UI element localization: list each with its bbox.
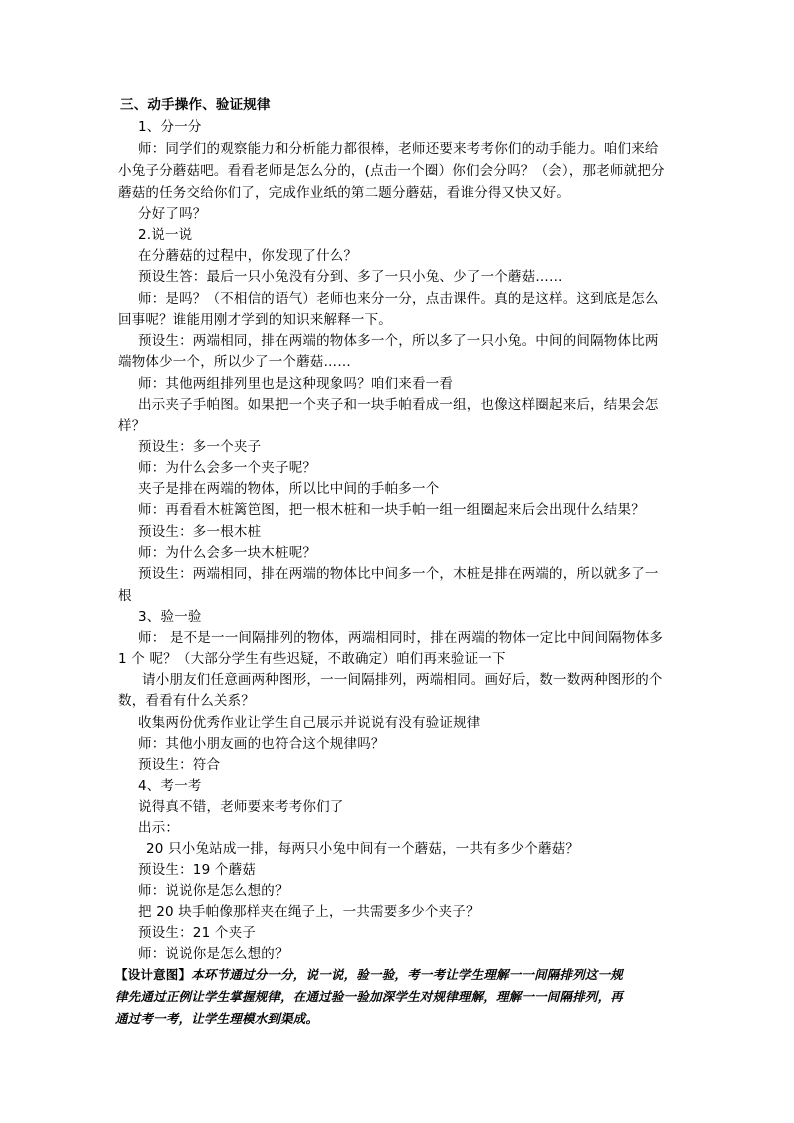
paragraph-line: 出示：: [138, 820, 180, 836]
paragraph-line: 师： 是不是一一间隔排列的物体，两端相同时，排在两端的物体一定比中间间隔物体多: [138, 630, 664, 646]
paragraph-line: 师：其他小朋友画的也符合这个规律吗？: [138, 736, 385, 752]
paragraph-line: 师：为什么会多一块木桩呢？: [138, 545, 317, 561]
paragraph-line: 分好了吗？: [138, 206, 207, 222]
paragraph-line: 师：同学们的观察能力和分析能力都很棒，老师还要来考考你们的动手能力。咱们来给: [138, 141, 659, 157]
paragraph-line: 师：为什么会多一个夹子呢？: [138, 460, 317, 476]
design-note-line: 律先通过正例让学生掌握规律，在通过验一验加深学生对规律理解，理解一一间隔排列，再: [115, 989, 624, 1004]
paragraph-line: 根: [118, 588, 132, 604]
paragraph-line: 小兔子分蘑菇吧。看看老师是怎么分的，(点击一个圈）你们会分吗？（会），那老师就把分: [118, 163, 665, 179]
subheading-verify: 3、验一验: [138, 609, 202, 625]
paragraph-line: 回事呢？谁能用刚才学到的知识来解释一下。: [118, 312, 392, 328]
paragraph-line: 预设生：多一根木桩: [138, 524, 262, 540]
subheading-divide: 1、分一分: [138, 119, 202, 135]
design-note-tag: 【设计意图】: [115, 967, 192, 982]
paragraph-line: 预设生：21 个夹子: [138, 925, 256, 941]
paragraph-line: 在分蘑菇的过程中，你发现了什么？: [138, 248, 358, 264]
paragraph-line: 预设生：符合: [138, 757, 221, 773]
question-line: 把 20 块手帕像那样夹在绳子上，一共需要多少个夹子？: [138, 904, 480, 920]
section-heading: 三、动手操作、验证规律: [120, 97, 271, 113]
paragraph-line: 师：其他两组排列里也是这种现象吗？咱们来看一看: [138, 376, 454, 392]
paragraph-line: 说得真不错，老师要来考考你们了: [138, 799, 344, 815]
paragraph-line: 夹子是排在两端的物体，所以比中间的手帕多一个: [138, 481, 440, 497]
paragraph-line: 师：是吗？（不相信的语气）老师也来分一分，点击课件。真的是这样。这到底是怎么: [138, 291, 659, 307]
paragraph-line: 预设生：多一个夹子: [138, 439, 262, 455]
paragraph-line: 出示夹子手帕图。如果把一个夹子和一块手帕看成一组，也像这样圈起来后，结果会怎: [138, 397, 659, 413]
design-note-line: [115, 966, 677, 984]
paragraph-line: 预设生：两端相同，排在两端的物体多一个，所以多了一只小兔。中间的间隔物体比两: [138, 333, 659, 349]
paragraph-line: 预设生：两端相同，排在两端的物体比中间多一个，木桩是排在两端的，所以就多了一: [138, 566, 659, 582]
paragraph-line: 预设生答：最后一只小兔没有分到、多了一只小兔、少了一个蘑菇……: [138, 269, 563, 285]
design-note-text: 本环节通过分一分，说一说，验一验，考一考让学生理解一一间隔排列这一规: [191, 967, 624, 982]
paragraph-line: 样？: [118, 418, 146, 434]
paragraph-line: 蘑菇的任务交给你们了，完成作业纸的第二题分蘑菇，看谁分得又快又好。: [118, 185, 571, 201]
design-note-line: 通过考一考，让学生理模水到渠成。: [115, 1011, 319, 1026]
paragraph-line: 师：说说你是怎么想的？: [138, 946, 289, 962]
subheading-say: 2.说一说: [138, 227, 193, 243]
paragraph-line: 师：再看看木桩篱笆图，把一根木桩和一块手帕一组一组圈起来后会出现什么结果？: [138, 502, 645, 518]
question-line: 20 只小兔站成一排，每两只小兔中间有一个蘑菇，一共有多少个蘑菇？: [146, 841, 580, 857]
paragraph-line: 请小朋友们任意画两种图形，一一间隔排列，两端相同。画好后，数一数两种图形的个: [142, 672, 663, 688]
paragraph-line: 数，看看有什么关系？: [118, 693, 255, 709]
subheading-test: 4、考一考: [138, 778, 202, 794]
paragraph-line: 端物体少一个，所以少了一个蘑菇……: [118, 354, 351, 370]
paragraph-line: 收集两份优秀作业让学生自己展示并说说有没有验证规律: [138, 715, 481, 731]
paragraph-line: 预设生：19 个蘑菇: [138, 862, 256, 878]
paragraph-line: 师：说说你是怎么想的？: [138, 883, 289, 899]
paragraph-line: 1 个 呢？（大部分学生有些迟疑，不敢确定）咱们再来验证一下: [118, 651, 506, 667]
